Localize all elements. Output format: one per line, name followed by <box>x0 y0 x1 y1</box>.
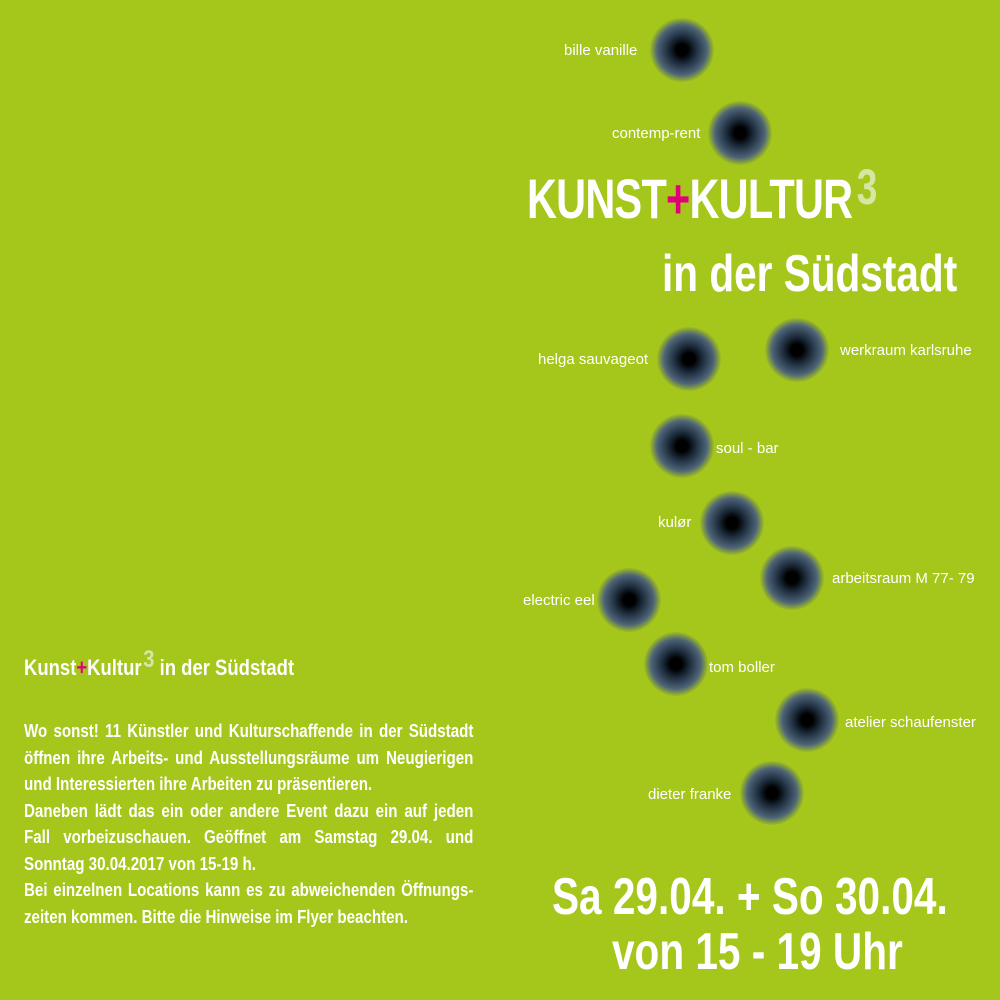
info-heading <box>24 646 295 682</box>
location-dot-icon <box>760 546 824 610</box>
heading-kunst: Kunst <box>24 655 77 680</box>
location-label-helga-sauvageot: helga sauvageot <box>538 351 649 368</box>
location-label-bille-vanille: bille vanille <box>564 42 638 59</box>
info-paragraph-1: Wo sonst! 11 Künstler und Kulturschaffende in der Südstadt öffnen ihre Arbeits- und Ausstellungsräume um Neugierigen und Interessierten ihre Arbeiten zu präsentieren. <box>24 721 474 794</box>
location-label-contemp-rent: contemp-rent <box>612 125 701 142</box>
poster-subtitle: in der Südstadt <box>662 245 958 303</box>
poster-title <box>527 159 877 232</box>
info-paragraph-3: Bei einzelnen Locations kann es zu abweichenden Öffnungs-zeiten kommen. Bitte die Hinweise im Flyer beachten. <box>24 880 474 927</box>
location-dot-icon <box>650 414 714 478</box>
heading-superscript: 3 <box>143 646 155 673</box>
event-dates: Sa 29.04. + So 30.04. <box>552 868 948 926</box>
location-label-electric-eel: electric eel <box>523 592 595 609</box>
heading-kultur: Kultur <box>87 655 142 680</box>
location-dot-icon <box>644 632 708 696</box>
location-label-soul-bar: soul - bar <box>716 440 779 457</box>
location-label-werkraum-karlsruhe: werkraum karlsruhe <box>840 342 972 359</box>
location-dot-icon <box>597 568 661 632</box>
location-dot-icon <box>765 318 829 382</box>
location-dot-icon <box>775 688 839 752</box>
info-paragraph-2: Daneben lädt das ein oder andere Event dazu ein auf jeden Fall vorbeizuschauen. Geöffnet am Samstag 29.04. und Sonntag 30.04.2017 von 15-19 h. <box>24 800 474 874</box>
info-body <box>24 718 473 930</box>
location-label-arbeitsraum: arbeitsraum M 77- 79 <box>832 570 975 587</box>
location-label-kulor: kulør <box>658 514 692 531</box>
location-label-dieter-franke: dieter franke <box>648 786 732 803</box>
location-dot-icon <box>657 327 721 391</box>
location-dot-icon <box>650 18 714 82</box>
title-superscript: 3 <box>856 159 877 215</box>
location-label-tom-boller: tom boller <box>709 659 775 676</box>
location-dot-icon <box>740 761 804 825</box>
title-plus: + <box>666 167 690 230</box>
title-kultur: KULTUR <box>689 167 853 230</box>
event-hours: von 15 - 19 Uhr <box>612 923 903 981</box>
heading-rest: in der Südstadt <box>154 655 295 680</box>
heading-plus: + <box>76 655 88 680</box>
location-dot-icon <box>700 491 764 555</box>
title-kunst: KUNST <box>527 167 667 230</box>
location-label-atelier-schaufenster: atelier schaufenster <box>845 714 976 731</box>
location-dot-icon <box>708 101 772 165</box>
